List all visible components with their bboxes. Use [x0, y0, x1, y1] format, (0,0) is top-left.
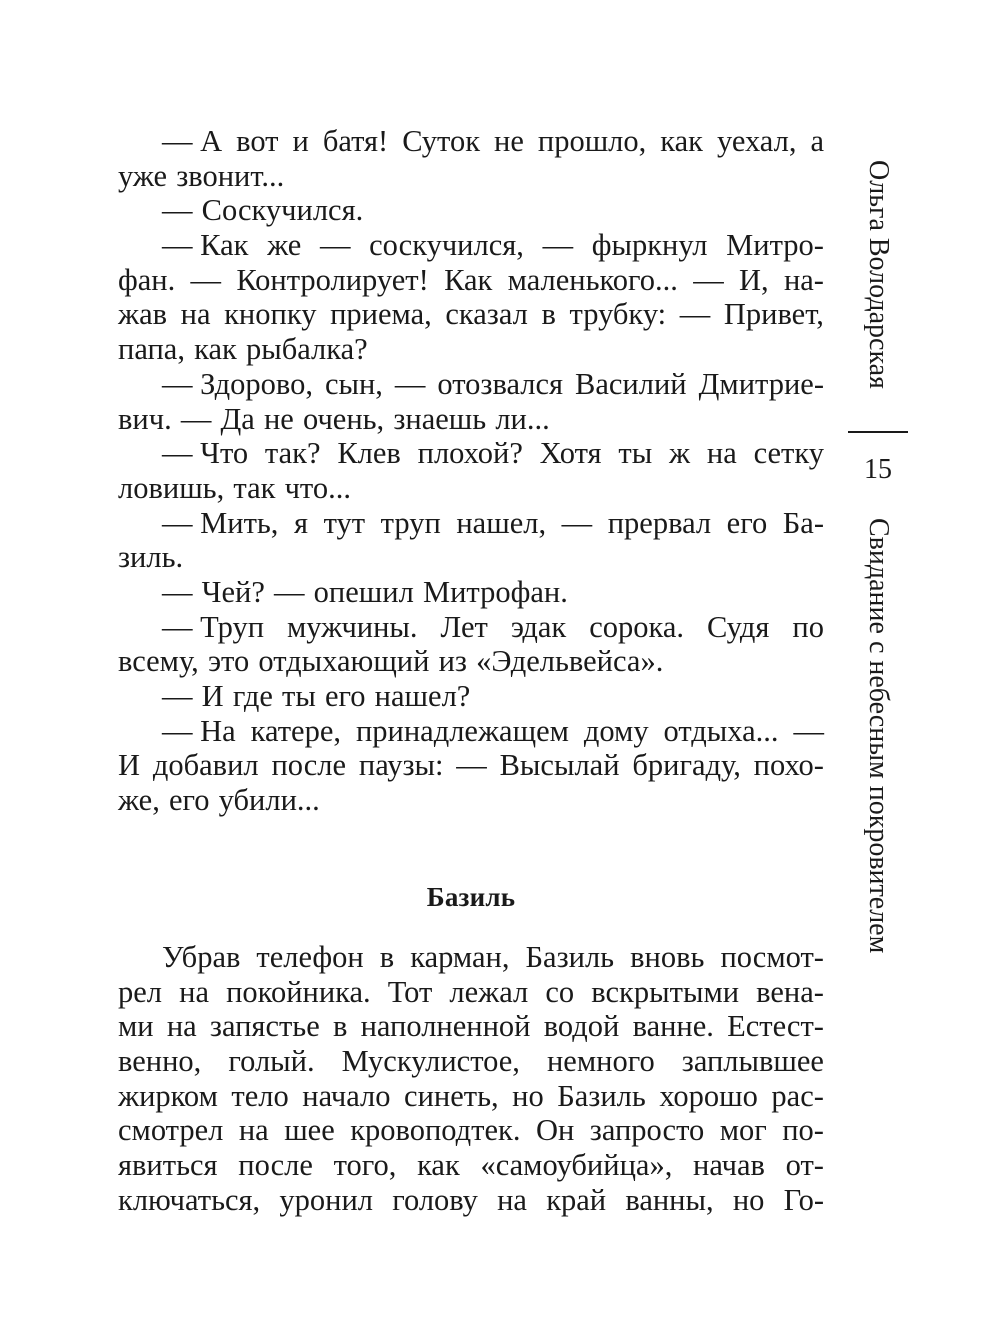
word: того, [333, 1148, 397, 1183]
word: Клев [337, 436, 401, 471]
word: фыркнул [591, 228, 708, 263]
word: — На [162, 713, 236, 748]
word: Базиль [525, 940, 615, 974]
text-line [118, 471, 824, 506]
word: а [810, 124, 824, 158]
word: синеть, [404, 1078, 499, 1113]
word: — Как [162, 228, 249, 263]
text-line [118, 1009, 824, 1044]
word: Привет, [723, 297, 824, 332]
word: — [693, 262, 724, 297]
word: Хотя [539, 436, 602, 471]
text-line [118, 402, 824, 437]
word: — И где ты его нашел? [162, 679, 471, 713]
text-line [118, 263, 824, 298]
word: водой [543, 1009, 620, 1044]
word: не [494, 124, 524, 158]
text-line [118, 783, 824, 818]
word: покойника. [226, 974, 371, 1009]
word: после [271, 748, 347, 783]
text-line [118, 610, 824, 645]
text-line [118, 975, 824, 1010]
word: Суток [402, 124, 481, 158]
word: в [541, 297, 556, 332]
word: в [332, 1009, 348, 1044]
running-header-rule [848, 431, 908, 433]
word: кровоподтек. [350, 1113, 521, 1148]
word: на [166, 1009, 197, 1044]
word: — [394, 366, 426, 401]
word: — Труп [162, 609, 265, 644]
word: Го- [783, 1182, 824, 1217]
word: голову [392, 1182, 478, 1217]
word: дому [583, 713, 649, 748]
word: — Здорово, [162, 366, 313, 401]
text-line [118, 228, 824, 263]
word: край [546, 1182, 607, 1217]
section-heading: Базиль [426, 882, 516, 912]
word: ванне. [632, 1009, 714, 1044]
word: Высылай [499, 748, 620, 783]
text-line [118, 940, 824, 975]
word: на [706, 436, 737, 471]
word: отозвался [437, 366, 564, 401]
word: — Соскучился. [162, 193, 364, 228]
text-line [118, 1148, 824, 1183]
word: и [292, 124, 309, 158]
word: карман, [410, 940, 510, 974]
word: фан. [118, 262, 176, 297]
word: всему, это отдыхающий из «Эдельвейса». [118, 644, 664, 679]
word: сорока. [589, 609, 685, 644]
word: запястье [209, 1009, 320, 1044]
word: — [679, 297, 711, 332]
word: вич. — Да не очень, знаешь ли... [118, 401, 550, 436]
word: И [118, 748, 141, 783]
word: Тот [387, 974, 433, 1009]
word: мог [719, 1113, 767, 1148]
word: Контролирует! [236, 262, 429, 297]
word: уехал, [716, 124, 797, 158]
word: немного [546, 1044, 655, 1079]
word: отдыха... [663, 713, 779, 748]
word: сетку [753, 436, 824, 471]
text-line [118, 1183, 824, 1218]
word: батя! [322, 124, 389, 158]
word: ж [669, 436, 691, 471]
word: жирком [118, 1078, 218, 1113]
text-line [118, 506, 824, 541]
word: Ба- [782, 505, 824, 540]
word: приема, [330, 297, 432, 332]
word: принадлежащем [355, 713, 569, 748]
word: эдак [510, 609, 567, 644]
running-header [848, 160, 908, 1020]
word: труп [380, 505, 441, 540]
word: вновь [630, 940, 705, 974]
text-line [118, 297, 824, 332]
word: наполненной [360, 1009, 531, 1044]
word: начав [693, 1148, 765, 1183]
text-line [118, 193, 824, 228]
word: Естест- [727, 1009, 824, 1044]
word: явиться [118, 1148, 218, 1183]
word: тут [323, 505, 366, 540]
word: его [726, 505, 768, 540]
word: Он [535, 1113, 575, 1148]
word: И, [739, 262, 769, 297]
text-line [118, 332, 824, 367]
page-number: 15 [864, 454, 892, 485]
text-line [118, 679, 824, 714]
word: папа, как рыбалка? [118, 332, 368, 367]
text-block-bottom [118, 940, 824, 1218]
word: Базиль [557, 1078, 646, 1113]
word: уронил [279, 1182, 374, 1217]
word: кнопку [224, 297, 317, 332]
word: — Мить, [162, 505, 279, 540]
word: — [793, 713, 824, 748]
text-line [118, 1113, 824, 1148]
word: Как [444, 262, 493, 297]
word: — [190, 262, 222, 297]
text-line [118, 540, 824, 575]
word: лежал [449, 974, 529, 1009]
text-block-top [118, 124, 824, 818]
word: по- [782, 1113, 824, 1148]
word: после [238, 1148, 313, 1183]
word: тело [231, 1078, 289, 1113]
word: Митро- [726, 228, 824, 263]
word: смотрел [118, 1113, 224, 1148]
word: вена- [756, 974, 824, 1009]
word: Василий [575, 366, 687, 401]
word: но [732, 1182, 765, 1217]
word: — [542, 228, 574, 263]
word: паузы: [358, 748, 444, 783]
word: Мускулистое, [341, 1044, 520, 1079]
word: со [545, 974, 575, 1009]
word: Судя [706, 609, 770, 644]
word: на [497, 1182, 527, 1217]
word: прервал [607, 505, 712, 540]
word: жав [118, 297, 168, 332]
word: вскрытыми [591, 974, 740, 1009]
running-header-author: Ольга Володарская [863, 160, 894, 389]
word: Убрав [162, 940, 241, 974]
word: от- [785, 1148, 824, 1183]
word: — [561, 505, 593, 540]
word: мужчины. [286, 609, 418, 644]
word: добавил [152, 748, 259, 783]
word: как [417, 1148, 460, 1183]
word: рас- [771, 1078, 824, 1113]
word: сказал [445, 297, 528, 332]
word: запросто [589, 1113, 705, 1148]
word: бригаду, [632, 748, 741, 783]
text-line [118, 367, 824, 402]
word: Дмитрие- [698, 366, 824, 401]
running-header-title: Свидание с небесным покровителем [863, 518, 894, 954]
word: трубку: [569, 297, 667, 332]
word: начало [302, 1078, 391, 1113]
word: нашел, [456, 505, 547, 540]
word: так? [264, 436, 321, 471]
word: голый. [228, 1044, 315, 1079]
text-line [118, 436, 824, 471]
word: — Чей? — опешил Митрофан. [162, 574, 568, 609]
word: ключаться, [118, 1182, 261, 1217]
word: — А [162, 124, 223, 158]
word: хорошо [659, 1078, 758, 1113]
word: ловишь, так что... [118, 470, 351, 505]
word: венно, [118, 1044, 202, 1079]
word: Лет [440, 609, 488, 644]
word: — [319, 228, 351, 263]
word: зиль. [118, 540, 184, 575]
text-line [118, 124, 824, 159]
word: катере, [250, 713, 342, 748]
word: ванны, [625, 1182, 714, 1217]
word: плохой? [417, 436, 523, 471]
word: ми [118, 1009, 154, 1044]
word: на [238, 1113, 269, 1148]
word: я [294, 505, 309, 540]
word: уже звонит... [118, 158, 285, 193]
word: ты [618, 436, 653, 471]
word: «самоубийца», [480, 1148, 673, 1183]
word: — Что [162, 436, 249, 471]
word: сын, [324, 366, 383, 401]
word: заплывшее [681, 1044, 824, 1079]
word: в [379, 940, 395, 974]
word: шее [284, 1113, 335, 1148]
text-line [118, 1079, 824, 1114]
word: по [792, 609, 824, 644]
word: телефон [256, 940, 364, 974]
word: но [512, 1078, 544, 1113]
word: маленького... [507, 262, 678, 297]
word: — [456, 748, 487, 783]
word: соскучился, [369, 228, 524, 263]
text-line [118, 644, 824, 679]
text-line [118, 575, 824, 610]
word: на [180, 297, 211, 332]
word: рел [118, 974, 163, 1009]
word: посмот- [720, 940, 824, 974]
word: как [660, 124, 703, 158]
word: вот [236, 124, 279, 158]
word: же [267, 228, 302, 263]
word: на- [783, 262, 824, 297]
text-line [118, 159, 824, 194]
word: же, его убили... [118, 783, 320, 818]
word: прошло, [537, 124, 647, 158]
text-line [118, 1044, 824, 1079]
word: на [179, 974, 209, 1009]
text-line [118, 714, 824, 749]
word: похо- [753, 748, 824, 783]
text-line [118, 748, 824, 783]
